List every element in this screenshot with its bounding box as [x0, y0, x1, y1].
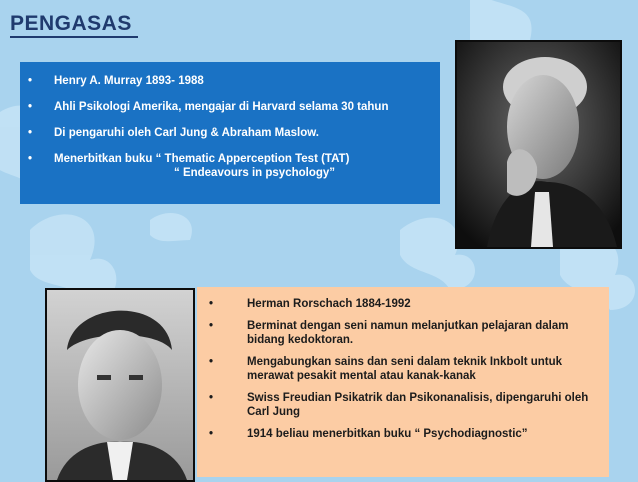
list-item-subtext: “ Endeavours in psychology”: [174, 167, 336, 179]
bullet-icon: •: [209, 428, 214, 440]
murray-portrait-photo: [455, 40, 622, 249]
murray-bullet-list: [20, 62, 440, 180]
list-item-text: Di pengaruhi oleh Carl Jung & Abraham Maslow.: [54, 127, 319, 139]
bullet-icon: •: [209, 320, 214, 332]
list-item-text: Mengabungkan sains dan seni dalam teknik Inkbolt untuk merawat pesakit mental atau kanak-kanak: [247, 356, 563, 382]
list-item-text: Ahli Psikologi Amerika, mengajar di Harvard selama 30 tahun: [54, 101, 389, 113]
list-item-text: Berminat dengan seni namun melanjutkan pelajaran dalam bidang kedoktoran.: [247, 320, 569, 346]
murray-info-box: [20, 62, 440, 204]
bullet-icon: •: [28, 101, 33, 113]
list-item: [209, 391, 603, 419]
list-item: [209, 355, 603, 383]
list-item-text: Herman Rorschach 1884-1992: [247, 298, 411, 310]
list-item: [209, 427, 603, 441]
list-item-text: Swiss Freudian Psikatrik dan Psikonanalisis, dipengaruhi oleh Carl Jung: [247, 392, 589, 418]
bullet-icon: •: [28, 75, 33, 87]
list-item-text: Menerbitkan buku “ Thematic Apperception Test (TAT): [54, 153, 350, 165]
rorschach-info-box: [197, 287, 609, 477]
slide-title: PENGASAS: [10, 12, 132, 35]
bullet-icon: •: [209, 392, 214, 404]
rorschach-bullet-list: [197, 287, 609, 441]
bullet-icon: •: [28, 153, 33, 165]
list-item-text: 1914 beliau menerbitkan buku “ Psychodiagnostic”: [247, 428, 528, 440]
list-item: [28, 74, 440, 88]
bullet-icon: •: [28, 127, 33, 139]
list-item: [28, 126, 440, 140]
list-item: [28, 100, 440, 114]
list-item: [28, 152, 440, 180]
list-item: [209, 319, 603, 347]
title-underline: [10, 36, 138, 38]
rorschach-portrait-photo: [45, 288, 195, 482]
bullet-icon: •: [209, 298, 214, 310]
list-item-text: Henry A. Murray 1893- 1988: [54, 75, 204, 87]
list-item: [209, 297, 603, 311]
bullet-icon: •: [209, 356, 214, 368]
